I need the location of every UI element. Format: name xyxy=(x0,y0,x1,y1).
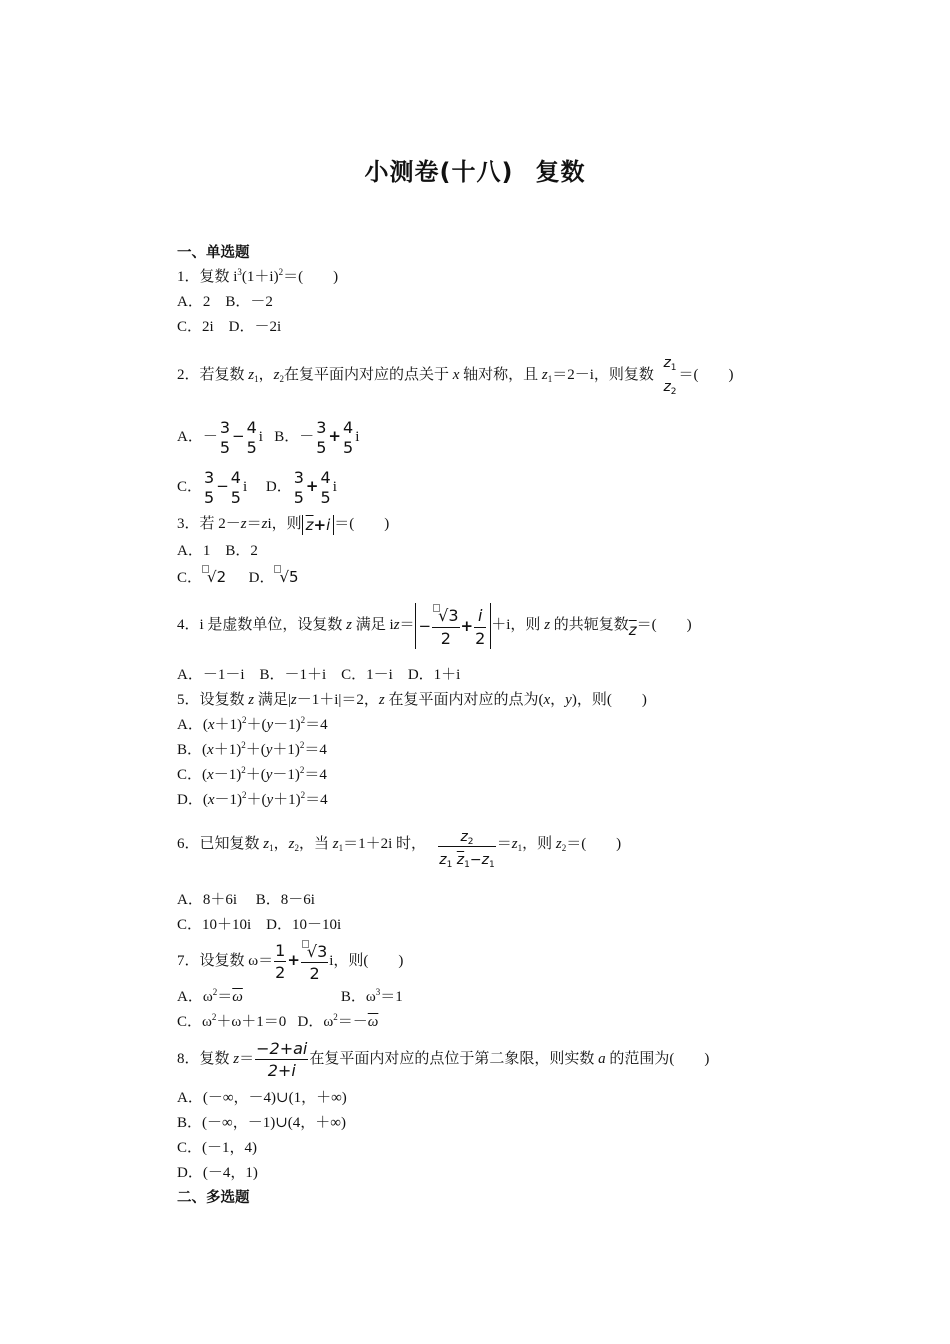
math-token: x xyxy=(207,792,215,808)
frac-4-5 xyxy=(230,468,242,508)
q5-stem-e: )，则( ) xyxy=(571,692,647,708)
opt-d-label: D． xyxy=(248,570,275,586)
var-z: z xyxy=(273,367,280,383)
math-token: 2 xyxy=(211,1012,217,1022)
den: 5 xyxy=(316,437,327,457)
math-token: 2+i xyxy=(267,1061,296,1081)
q4-stem-a: 4．i 是虚数单位，设复数 xyxy=(177,617,347,633)
q3-options-cd xyxy=(177,565,299,588)
math-token: 1 xyxy=(464,860,470,870)
q3-stem-c: i，则 xyxy=(267,516,302,532)
q7-options-ab xyxy=(177,987,403,1007)
num: 3 xyxy=(316,417,327,437)
math-token: ＝－ xyxy=(337,1014,368,1030)
q5-stem-c: －1＋i|＝2， xyxy=(296,692,379,708)
math-token: y xyxy=(265,742,273,758)
math-token: y xyxy=(266,717,274,733)
sep: ， xyxy=(258,367,274,383)
math-token: i，则( ) xyxy=(329,953,404,969)
math-token: + xyxy=(287,951,300,969)
minus-sign: − xyxy=(232,427,245,445)
frac-3-5 xyxy=(293,468,305,508)
den: 2 xyxy=(440,629,451,649)
den: 5 xyxy=(230,487,241,507)
var-z: z xyxy=(248,692,255,708)
math-token: ＋( xyxy=(245,767,266,783)
frac-3-5 xyxy=(219,418,231,458)
frac-4-5 xyxy=(246,418,258,458)
imag-unit: i xyxy=(355,429,360,445)
q6-options-ab: A．8＋6i B．8－6i xyxy=(177,892,315,908)
imag-i: i xyxy=(326,515,331,534)
math-token: 2 xyxy=(241,740,246,750)
math-token: 2 xyxy=(333,1012,338,1022)
sub-1: 1 xyxy=(254,374,259,384)
math-token: y xyxy=(266,792,274,808)
frac-4-5 xyxy=(342,418,354,458)
math-token: ＝4 xyxy=(305,717,328,733)
var-z: z xyxy=(544,617,551,633)
plus-sign: + xyxy=(305,477,319,495)
math-token: $\overline{\omega}$ xyxy=(367,1014,379,1030)
minus-sign: − xyxy=(418,616,432,635)
question-4 xyxy=(177,597,692,652)
imag-i: i xyxy=(477,605,483,625)
q5-option-c xyxy=(177,765,327,785)
math-token: 的范围为( ) xyxy=(605,1051,710,1067)
q5-option-b xyxy=(177,740,327,760)
math-token: z xyxy=(332,836,339,852)
math-token: ，则 xyxy=(522,836,556,852)
num: 3 xyxy=(204,467,215,487)
math-token: −2+ai xyxy=(256,1039,308,1059)
math-token: 2 xyxy=(242,715,247,725)
q5-stem-b: 满足| xyxy=(254,692,291,708)
comma: ， xyxy=(550,692,566,708)
math-token: ＋1) xyxy=(273,792,301,808)
question-5 xyxy=(177,690,647,710)
frac-3-5 xyxy=(315,418,327,458)
var-z: z xyxy=(240,516,247,532)
q2-stem-a: 2．若复数 xyxy=(177,367,249,383)
title-main: 小测卷(十八) xyxy=(364,158,514,186)
math-token: ＋ω＋1＝0 xyxy=(216,1014,287,1030)
var-z: z xyxy=(290,692,297,708)
math-token: z xyxy=(460,829,468,845)
frac-3-5 xyxy=(203,468,215,508)
num: 4 xyxy=(320,467,331,487)
q8-option-a: A．(－∞，－4)∪(1，＋∞) xyxy=(177,1090,347,1106)
math-token: x xyxy=(207,767,214,783)
math-token: ＝1＋2i 时， xyxy=(343,836,426,852)
num: 3 xyxy=(219,417,231,437)
abs-value xyxy=(415,603,492,649)
math-token: z xyxy=(481,852,489,868)
math-token: 2 xyxy=(309,963,320,983)
math-token: y xyxy=(265,767,273,783)
q2-options-ab xyxy=(177,414,359,459)
var-z: z xyxy=(378,692,385,708)
math-token: 3 xyxy=(375,987,381,997)
math-token: A．ω xyxy=(177,989,213,1005)
math-token: ＝4 xyxy=(305,792,328,808)
conj-z: $\overline{z}$ xyxy=(305,515,314,534)
math-token: ， xyxy=(273,836,289,852)
math-token: D．ω xyxy=(297,1014,334,1030)
math-token: 2 xyxy=(300,790,306,800)
math-token: C．( xyxy=(177,767,208,783)
math-token: z xyxy=(233,1051,240,1067)
q5-stem-a: 5．设复数 xyxy=(177,692,249,708)
title-topic: 复数 xyxy=(535,158,586,186)
den: 5 xyxy=(293,487,304,507)
imag-unit: i xyxy=(332,479,337,495)
q8-option-c: C．(－1，4) xyxy=(177,1140,257,1156)
q4-stem-c: ＝ xyxy=(399,617,415,633)
math-token: ＋( xyxy=(246,717,267,733)
var-x: x xyxy=(452,367,460,383)
math-token: －1) xyxy=(214,792,242,808)
q1-exp2: 2 xyxy=(278,267,284,277)
q4-stem-b: 满足 i xyxy=(352,617,394,633)
abs-value xyxy=(302,515,335,535)
math-token: B．( xyxy=(177,742,208,758)
math-token: 2 xyxy=(299,740,305,750)
num: 3 xyxy=(293,467,304,487)
section-multi-choice: 二、多选题 xyxy=(177,1190,250,1206)
q3-stem-a: 3．若 2－ xyxy=(177,516,241,532)
sub-2: 2 xyxy=(279,374,284,384)
var-y: y xyxy=(565,692,572,708)
q1-stem-b: (1＋i) xyxy=(241,269,279,285)
q8-option-d: D．(－4，1) xyxy=(177,1165,258,1181)
q6-fraction xyxy=(438,828,495,869)
math-token: ＝4 xyxy=(304,767,327,783)
opt-a-label: A．－ xyxy=(177,429,218,445)
sqrt-5: √5 xyxy=(279,568,299,586)
math-token: ＝4 xyxy=(304,742,327,758)
imag-unit: i xyxy=(258,429,263,445)
den: 2 xyxy=(475,628,486,648)
page-title xyxy=(0,152,950,187)
math-token: －1) xyxy=(213,767,242,783)
num: 4 xyxy=(230,467,241,487)
math-token: B．ω xyxy=(340,989,376,1005)
q2-options-cd xyxy=(177,464,337,509)
math-token: z xyxy=(511,836,518,852)
plus-sign: + xyxy=(313,515,327,534)
math-token: a xyxy=(598,1051,606,1067)
q4-stem-d: ＋i，则 xyxy=(491,617,545,633)
q1-options-ab: A．2 B．－2 xyxy=(177,294,273,310)
math-token: ＋1) xyxy=(213,742,242,758)
q8-stem-a: 8．复数 xyxy=(177,1051,234,1067)
math-token: 1 xyxy=(446,860,453,870)
num: 4 xyxy=(343,417,354,437)
q1-stem: 1．复数 i xyxy=(177,269,238,285)
frac-sqrt3-2 xyxy=(301,940,328,984)
math-token: √3 xyxy=(306,941,328,961)
sqrt-3: √3 xyxy=(438,606,459,626)
math-token: 2 xyxy=(467,837,474,847)
math-token: ＝( ) xyxy=(566,836,622,852)
q2-stem-e: ＝( ) xyxy=(678,367,734,383)
math-token: ＋1) xyxy=(272,742,300,758)
q1-stem-c: ＝( ) xyxy=(283,269,339,285)
math-token: x xyxy=(207,742,214,758)
math-token: ＝ xyxy=(217,989,233,1005)
question-1 xyxy=(177,267,338,287)
q2-stem-b: 在复平面内对应的点关于 xyxy=(283,367,453,383)
sub-1: 1 xyxy=(547,374,553,384)
var-z: z xyxy=(663,355,671,371)
math-token: 2 xyxy=(299,765,305,775)
den: 5 xyxy=(204,487,215,507)
math-token: 1 xyxy=(517,843,523,853)
opt-c-label: C． xyxy=(177,570,203,586)
question-3 xyxy=(177,514,389,535)
frac-sqrt3-2 xyxy=(432,604,459,650)
var-z: z xyxy=(663,379,671,395)
math-token: z xyxy=(555,836,562,852)
q7-stem-a: 7．设复数 ω＝ xyxy=(177,953,274,969)
den: 5 xyxy=(219,437,231,457)
math-token: ＋( xyxy=(246,792,267,808)
minus-sign: − xyxy=(216,477,229,495)
math-token: 2 xyxy=(275,963,286,983)
math-token: $\overline{\omega}$ xyxy=(232,989,243,1005)
opt-b-label: B．－ xyxy=(274,429,315,445)
opt-c-label: C． xyxy=(177,479,203,495)
q8-option-b: B．(－∞，－1)∪(4，＋∞) xyxy=(177,1115,346,1131)
math-token: ＝ xyxy=(496,836,512,852)
q6-stem-a: 6．已知复数 xyxy=(177,836,264,852)
q1-options-cd: C．2i D．－2i xyxy=(177,319,282,335)
math-token: 1 xyxy=(488,860,495,870)
math-token: C．ω xyxy=(177,1014,212,1030)
math-token: ＝1 xyxy=(380,989,403,1005)
question-7 xyxy=(177,938,403,984)
q4-stem-f: ＝( ) xyxy=(636,617,692,633)
q5-stem-d: 在复平面内对应的点为( xyxy=(384,692,544,708)
plus-sign: + xyxy=(328,427,341,445)
q7-options-cd xyxy=(177,1012,378,1032)
math-token: 在复平面内对应的点位于第二象限，则实数 xyxy=(309,1051,599,1067)
math-token: 2 xyxy=(561,843,567,853)
var-z: z xyxy=(261,516,268,532)
q8-fraction xyxy=(255,1038,308,1081)
var-z: z xyxy=(248,367,255,383)
imag-unit: i xyxy=(242,479,248,495)
sub-2: 2 xyxy=(670,387,677,397)
sqrt-2: √2 xyxy=(207,568,227,586)
math-token: z xyxy=(288,836,295,852)
math-token: 2 xyxy=(300,715,306,725)
math-token: $\overline{z}$ xyxy=(456,852,465,868)
math-token: 1 xyxy=(269,843,274,853)
q2-stem-c: 轴对称，且 xyxy=(459,367,542,383)
math-token: ＋( xyxy=(245,742,266,758)
math-token: − xyxy=(469,852,482,868)
q3-options-ab: A．1 B．2 xyxy=(177,543,258,559)
sub-1: 1 xyxy=(670,363,677,373)
var-x: x xyxy=(543,692,551,708)
q5-option-a xyxy=(177,715,328,735)
q2-stem-d: ＝2－i，则复数 xyxy=(552,367,654,383)
math-token: 2 xyxy=(242,790,247,800)
q4-options: A．－1－i B．－1＋i C．1－i D．1＋i xyxy=(177,667,461,683)
frac-i-2 xyxy=(474,605,486,650)
question-8 xyxy=(177,1037,709,1081)
plus-sign: + xyxy=(460,616,474,635)
math-token: ，当 xyxy=(298,836,333,852)
var-z: z xyxy=(346,617,353,633)
math-token: ＝ xyxy=(239,1051,255,1067)
q4-stem-e: 的共轭复数 xyxy=(550,617,629,633)
question-2 xyxy=(177,354,734,396)
q3-stem-b: ＝ xyxy=(246,516,262,532)
num: 4 xyxy=(246,417,257,437)
var-z: z xyxy=(393,617,400,633)
q5-option-d xyxy=(177,790,328,810)
math-token: 2 xyxy=(212,987,218,997)
math-token: D．( xyxy=(177,792,208,808)
section-single-choice: 一、单选题 xyxy=(177,245,250,261)
math-token: z xyxy=(263,836,270,852)
conj-z: $\overline{z}$ xyxy=(628,621,637,639)
den: 5 xyxy=(343,437,354,457)
q2-fraction xyxy=(662,354,677,396)
den: 5 xyxy=(320,487,331,507)
den: 5 xyxy=(246,437,257,457)
math-token: z xyxy=(439,852,447,868)
q6-options-cd: C．10＋10i D．10－10i xyxy=(177,917,342,933)
math-token: 2 xyxy=(294,843,299,853)
var-z: z xyxy=(541,367,548,383)
math-token: 1 xyxy=(338,843,344,853)
math-token: ＋1) xyxy=(214,717,242,733)
question-6 xyxy=(177,828,621,869)
math-token: 1 xyxy=(275,941,286,961)
q1-exp1: 3 xyxy=(237,267,242,277)
q3-stem-d: ＝( ) xyxy=(334,516,390,532)
math-token: －1) xyxy=(272,767,300,783)
math-token: x xyxy=(207,717,215,733)
math-token: 2 xyxy=(241,765,246,775)
frac-1-2 xyxy=(274,940,286,983)
math-token: －1) xyxy=(273,717,301,733)
math-token: A．( xyxy=(177,717,208,733)
opt-d-label: D． xyxy=(265,479,292,495)
frac-4-5 xyxy=(320,468,332,508)
